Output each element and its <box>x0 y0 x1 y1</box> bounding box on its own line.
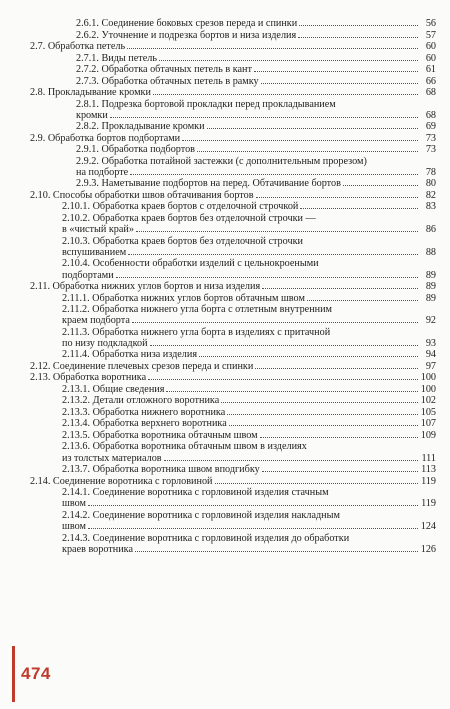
toc-entry <box>30 236 436 258</box>
toc-entry-title: 2.11. Обработка нижних углов бортов и низа изделия <box>30 281 261 293</box>
toc-entry <box>30 64 436 75</box>
toc-entry <box>30 487 436 509</box>
toc-entry-title: 2.13. Обработка воротника <box>30 372 147 384</box>
toc-entry <box>30 201 436 212</box>
table-of-contents <box>30 18 436 555</box>
toc-entry <box>30 87 436 98</box>
dot-leader <box>215 483 419 484</box>
toc-entry-page: 100 <box>420 372 436 384</box>
toc-entry-title: 2.11.1. Обработка нижних углов бортов обтачным швом <box>62 292 305 304</box>
toc-entry-page: 89 <box>425 292 436 304</box>
toc-entry-title: 2.10.4. Особенности обработки изделий с цельнокроеными <box>62 258 319 270</box>
toc-entry-title-continued: из толстых материалов <box>62 452 162 464</box>
toc-entry-page: 126 <box>420 543 436 555</box>
toc-entry-title: 2.9.1. Обработка подбортов <box>76 144 195 156</box>
toc-entry-title: 2.10.3. Обработка краев бортов без отделочной строчки <box>62 235 304 247</box>
dot-leader <box>182 140 418 141</box>
toc-entry-page: 89 <box>425 281 436 293</box>
toc-entry-title: 2.11.2. Обработка нижнего угла борта с отлетным внутренним <box>62 304 332 316</box>
toc-entry-title: 2.13.7. Обработка воротника швом вподгибку <box>62 464 260 476</box>
toc-entry-title: 2.8.1. Подрезка бортовой прокладки перед прокладыванием <box>76 98 336 110</box>
toc-entry-page: 100 <box>420 383 436 395</box>
dot-leader <box>159 60 418 61</box>
toc-entry-page: 73 <box>425 144 436 156</box>
toc-entry-title: 2.9.3. Наметывание подбортов на перед. Обтачивание бортов <box>76 178 341 190</box>
toc-entry <box>30 361 436 372</box>
page-number: 474 <box>21 664 51 683</box>
toc-entry-title-continued: по низу подкладкой <box>62 337 148 349</box>
dot-leader <box>227 414 418 415</box>
toc-entry-title: 2.12. Соединение плечевых срезов переда и спинки <box>30 360 254 372</box>
toc-entry-title: 2.13.1. Общие сведения <box>62 383 165 395</box>
dot-leader <box>132 322 418 323</box>
dot-leader <box>128 254 418 255</box>
toc-entry-title: 2.13.2. Детали отложного воротника <box>62 395 220 407</box>
toc-entry-page: 97 <box>425 360 436 372</box>
toc-entry-page: 56 <box>425 18 436 29</box>
toc-entry-title: 2.14.2. Соединение воротника с горловиной изделия накладным <box>62 509 340 521</box>
toc-entry <box>30 395 436 406</box>
toc-entry <box>30 30 436 41</box>
toc-entry-title: 2.13.3. Обработка нижнего воротника <box>62 406 226 418</box>
dot-leader <box>135 551 418 552</box>
toc-entry-title: 2.14.1. Соединение воротника с горловиной изделия стачным <box>62 487 329 499</box>
dot-leader <box>88 505 418 506</box>
toc-entry-title: 2.7.2. Обработка обтачных петель в кант <box>76 64 252 75</box>
toc-entry-title: 2.10. Способы обработки швов обтачивания бортов <box>30 189 254 201</box>
dot-leader <box>256 197 418 198</box>
toc-entry-title: 2.7.1. Виды петель <box>76 52 157 64</box>
toc-entry-title: 2.11.3. Обработка нижнего угла борта в изделиях с притачной <box>62 326 331 338</box>
toc-entry <box>30 349 436 360</box>
dot-leader <box>110 117 418 118</box>
toc-entry-title: 2.13.5. Обработка воротника обтачным швом <box>62 429 258 441</box>
toc-entry-page: 60 <box>425 41 436 52</box>
toc-entry <box>30 281 436 292</box>
dot-leader <box>343 185 418 186</box>
dot-leader <box>221 402 418 403</box>
toc-entry-title: 2.10.1. Обработка краев бортов с отделочной строчкой <box>62 201 299 213</box>
dot-leader <box>262 471 418 472</box>
toc-entry-title: 2.11.4. Обработка низа изделия <box>62 349 198 361</box>
toc-entry-page: 80 <box>425 178 436 190</box>
dot-leader <box>164 460 418 461</box>
toc-entry-title-continued: вспушиванием <box>62 246 127 258</box>
toc-entry-page: 113 <box>421 464 436 476</box>
toc-entry-title: 2.7. Обработка петель <box>30 41 126 52</box>
dot-leader <box>307 300 418 301</box>
toc-entry <box>30 53 436 64</box>
toc-entry-title-continued: на подборте <box>76 166 129 178</box>
page-footer <box>12 646 51 702</box>
dot-leader <box>153 94 418 95</box>
toc-entry <box>30 464 436 475</box>
dot-leader <box>262 288 418 289</box>
toc-entry-page: 105 <box>420 406 436 418</box>
toc-entry <box>30 418 436 429</box>
toc-entry <box>30 190 436 201</box>
dot-leader <box>88 528 418 529</box>
toc-entry-title: 2.6.1. Соединение боковых срезов переда и спинки <box>76 18 298 29</box>
toc-entry-page: 86 <box>425 224 436 236</box>
toc-entry <box>30 156 436 178</box>
dot-leader <box>300 208 418 209</box>
toc-entry-page: 111 <box>421 452 436 464</box>
toc-entry-title: 2.9.2. Обработка потайной застежки (с дополнительным прорезом) <box>76 155 367 167</box>
dot-leader <box>148 379 418 380</box>
toc-entry <box>30 384 436 395</box>
toc-entry <box>30 41 436 52</box>
toc-entry-page: 60 <box>425 52 436 64</box>
dot-leader <box>261 83 418 84</box>
toc-entry-page: 109 <box>420 429 436 441</box>
toc-entry-page: 124 <box>420 521 436 533</box>
toc-entry <box>30 76 436 87</box>
dot-leader <box>166 391 418 392</box>
toc-entry-title: 2.8.2. Прокладывание кромки <box>76 121 205 133</box>
dot-leader <box>116 277 418 278</box>
toc-entry-title: 2.10.2. Обработка краев бортов без отделочной строчки — <box>62 212 316 224</box>
toc-entry <box>30 327 436 349</box>
toc-entry-page: 107 <box>420 418 436 430</box>
toc-entry-title-continued: краем подборта <box>62 315 130 327</box>
toc-entry-page: 93 <box>425 337 436 349</box>
toc-entry-page: 83 <box>425 201 436 213</box>
toc-entry <box>30 510 436 532</box>
toc-entry <box>30 121 436 132</box>
toc-entry-page: 73 <box>425 132 436 144</box>
toc-entry-title: 2.14. Соединение воротника с горловиной <box>30 475 213 487</box>
dot-leader <box>255 368 418 369</box>
toc-entry-title: 2.13.4. Обработка верхнего воротника <box>62 418 227 430</box>
toc-entry-title: 2.13.6. Обработка воротника обтачным швом в изделиях <box>62 441 307 453</box>
toc-entry-title: 2.8. Прокладывание кромки <box>30 87 151 98</box>
toc-entry-page: 94 <box>425 349 436 361</box>
toc-entry <box>30 293 436 304</box>
dot-leader <box>136 231 418 232</box>
toc-entry-title: 2.9. Обработка бортов подбортами <box>30 132 181 144</box>
toc-entry <box>30 304 436 326</box>
toc-entry-page: 57 <box>425 29 436 41</box>
toc-entry-page: 89 <box>425 269 436 281</box>
toc-entry-title-continued: швом <box>62 521 86 533</box>
toc-entry-page: 82 <box>425 189 436 201</box>
dot-leader <box>299 25 418 26</box>
toc-entry <box>30 441 436 463</box>
dot-leader <box>229 425 418 426</box>
toc-entry-title: 2.6.2. Уточнение и подрезка бортов и низа изделия <box>76 29 297 41</box>
toc-entry-page: 61 <box>425 64 436 75</box>
toc-entry <box>30 407 436 418</box>
toc-entry-page: 66 <box>425 75 436 87</box>
dot-leader <box>254 71 418 72</box>
toc-entry-page: 119 <box>421 498 436 510</box>
toc-entry <box>30 430 436 441</box>
toc-entry <box>30 133 436 144</box>
toc-entry-page: 102 <box>420 395 436 407</box>
toc-entry-page: 68 <box>425 87 436 98</box>
dot-leader <box>298 37 418 38</box>
dot-leader <box>130 174 418 175</box>
dot-leader <box>260 437 418 438</box>
dot-leader <box>197 151 418 152</box>
toc-entry <box>30 258 436 280</box>
toc-entry <box>30 213 436 235</box>
toc-entry-page: 69 <box>425 121 436 133</box>
toc-entry <box>30 18 436 29</box>
toc-entry-title-continued: подбортами <box>62 269 114 281</box>
toc-entry-title: 2.14.3. Соединение воротника с горловиной изделия до обработки <box>62 532 350 544</box>
toc-entry <box>30 476 436 487</box>
toc-entry <box>30 99 436 121</box>
toc-entry-title: 2.7.3. Обработка обтачных петель в рамку <box>76 75 259 87</box>
dot-leader <box>207 128 418 129</box>
dot-leader <box>127 48 418 49</box>
toc-entry-title-continued: краев воротника <box>62 543 134 555</box>
toc-entry-title-continued: в «чистый край» <box>62 224 134 236</box>
toc-entry <box>30 144 436 155</box>
toc-entry-page: 68 <box>425 109 436 121</box>
toc-entry-page: 92 <box>425 315 436 327</box>
dot-leader <box>199 356 418 357</box>
toc-entry-page: 88 <box>425 246 436 258</box>
toc-entry-title-continued: швом <box>62 498 86 510</box>
toc-entry-page: 78 <box>425 166 436 178</box>
accent-bar <box>12 646 15 702</box>
toc-entry-page: 119 <box>421 475 436 487</box>
toc-entry <box>30 178 436 189</box>
toc-entry <box>30 533 436 555</box>
toc-entry-title-continued: кромки <box>76 109 108 121</box>
toc-entry <box>30 372 436 383</box>
dot-leader <box>150 345 418 346</box>
